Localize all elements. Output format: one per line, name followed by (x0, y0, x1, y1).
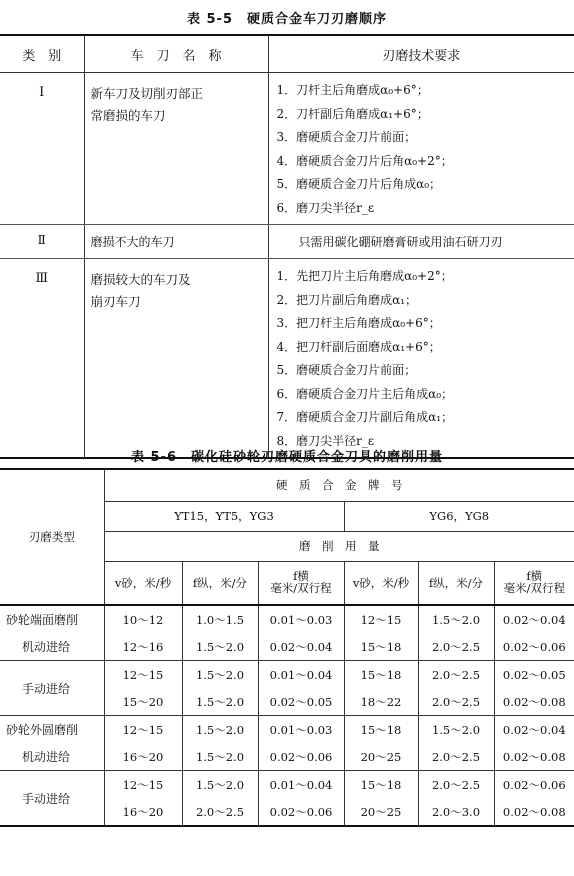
value-cell: 12～15 (344, 605, 418, 633)
feed-type-label: 机动进给 (0, 743, 104, 771)
value-cell: 2.0～2.5 (418, 633, 494, 661)
value-cell: 16～20 (104, 743, 182, 771)
step-item: 5．磨硬质合金刀片前面； (276, 363, 417, 377)
value-cell: 15～20 (104, 688, 182, 716)
group-a-header: YT15，YT5，YG3 (104, 501, 344, 531)
step-item: 8．磨刀尖半径r_ε (276, 433, 375, 448)
table-row (0, 771, 574, 799)
value-cell: 1.5～2.0 (182, 688, 258, 716)
value-cell: 0.02～0.04 (258, 633, 344, 661)
category-cell: Ⅲ (0, 259, 84, 459)
value-cell: 0.02～0.04 (494, 605, 574, 633)
group-b-header: YG6，YG8 (344, 501, 574, 531)
col-fh-top: f横 (526, 569, 543, 584)
table-row (0, 716, 574, 744)
step-item: 5．磨硬质合金刀片后角成α₀； (276, 177, 442, 191)
tool-name-cell: 磨损较大的车刀及崩刃车刀 (84, 259, 268, 459)
value-cell: 15～18 (344, 661, 418, 689)
step-item: 3．磨硬质合金刀片前面； (276, 130, 417, 144)
value-cell: 12～15 (104, 716, 182, 744)
col-fh-header (494, 561, 574, 605)
table-5-5 (0, 34, 574, 459)
value-cell: 2.0～3.0 (418, 798, 494, 826)
value-cell: 1.5～2.0 (182, 661, 258, 689)
step-item: 1．刀杆主后角磨成α₀+6°； (276, 83, 429, 97)
requirements-cell (268, 259, 574, 459)
table-5-6 (0, 468, 574, 827)
col-fz-header: f纵，米/分 (182, 561, 258, 605)
value-cell: 1.5～2.0 (182, 633, 258, 661)
header-requirements: 刃磨技术要求 (268, 35, 574, 73)
feed-type-label: 手动进给 (0, 661, 104, 716)
step-item: 3．把刀杆主后角磨成α₀+6°； (276, 316, 441, 330)
value-cell: 0.02～0.08 (494, 688, 574, 716)
value-cell: 15～18 (344, 716, 418, 744)
step-item: 7．磨硬质合金刀片副后角成α₁； (276, 410, 454, 424)
value-cell: 20～25 (344, 798, 418, 826)
header-category: 类 别 (0, 35, 84, 73)
table-5-6-caption: 表 5-6 碳化硅砂轮刃磨硬质合金刀具的磨削用量 (130, 450, 443, 465)
value-cell: 2.0～2.5 (418, 661, 494, 689)
category-cell: Ⅰ (0, 73, 84, 225)
requirements-cell (268, 73, 574, 225)
col-v-header: v砂，米/秒 (344, 561, 418, 605)
step-item: 4．磨硬质合金刀片后角α₀+2°； (276, 153, 453, 168)
col-v-header: v砂，米/秒 (104, 561, 182, 605)
value-cell: 1.5～2.0 (182, 716, 258, 744)
step-item: 1．先把刀片主后角磨成α₀+2°； (276, 269, 453, 283)
table-row (0, 73, 574, 225)
table-row (0, 661, 574, 689)
col-fz-header: f纵，米/分 (418, 561, 494, 605)
step-item: 6．磨刀尖半径r_ε (276, 200, 375, 215)
steps-list (269, 259, 574, 457)
value-cell: 2.0～2.5 (182, 798, 258, 826)
value-cell: 1.0～1.5 (182, 605, 258, 633)
requirements-cell: 只需用碳化硼研磨膏研或用油石研刀刃 (268, 225, 574, 259)
value-cell: 2.0～2.5 (418, 771, 494, 799)
col-fh-bottom: 毫米/双行程 (503, 581, 565, 596)
tool-name-cell: 磨损不大的车刀 (84, 225, 268, 259)
value-cell: 12～15 (104, 771, 182, 799)
feed-type-label: 手动进给 (22, 791, 71, 806)
value-cell: 0.02～0.08 (494, 743, 574, 771)
table-row (0, 259, 574, 459)
tool-name-cell: 新车刀及切削刃部正常磨损的车刀 (84, 73, 268, 225)
category-cell: Ⅱ (0, 225, 84, 259)
table-row (0, 743, 574, 771)
value-cell: 0.01～0.04 (258, 661, 344, 689)
step-item: 4．把刀杆副后面磨成α₁+6°； (276, 339, 441, 354)
value-cell: 12～16 (104, 633, 182, 661)
value-cell: 1.5～2.0 (182, 771, 258, 799)
value-cell: 20～25 (344, 743, 418, 771)
value-cell: 16～20 (104, 798, 182, 826)
value-cell: 0.02～0.06 (258, 743, 344, 771)
col-fh-bottom: 毫米/双行程 (270, 581, 332, 596)
header-tool-name: 车 刀 名 称 (84, 35, 268, 73)
value-cell: 1.5～2.0 (418, 605, 494, 633)
value-cell: 0.02～0.08 (494, 798, 574, 826)
table-row (0, 225, 574, 259)
table-5-5-caption: 表 5-5 硬质合金车刀刃磨顺序 (186, 12, 387, 27)
feed-type-label: 机动进给 (0, 633, 104, 661)
value-cell: 0.02～0.06 (258, 798, 344, 826)
value-cell: 15～18 (344, 633, 418, 661)
step-item: 2．刀杆副后角磨成α₁+6°； (276, 106, 429, 121)
value-cell: 0.02～0.05 (494, 661, 574, 689)
brand-header: 硬 质 合 金 牌 号 (104, 469, 574, 501)
value-cell: 0.01～0.03 (258, 716, 344, 744)
value-cell: 0.02～0.06 (494, 771, 574, 799)
col-fh-top: f横 (293, 569, 309, 584)
step-item: 6．磨硬质合金刀片主后角成α₀； (276, 386, 454, 401)
value-cell: 2.0～2.5 (418, 688, 494, 716)
value-cell: 0.02～0.06 (494, 633, 574, 661)
value-cell: 18～22 (344, 688, 418, 716)
value-cell: 12～15 (104, 661, 182, 689)
steps-list (269, 73, 574, 224)
value-cell: 0.02～0.04 (494, 716, 574, 744)
usage-header: 磨 削 用 量 (104, 531, 574, 561)
value-cell: 0.01～0.03 (258, 605, 344, 633)
grinding-type-label: 砂轮端面磨削 (6, 613, 79, 627)
table-5-5-header-row (0, 35, 574, 73)
value-cell: 10～12 (104, 605, 182, 633)
value-cell: 2.0～2.5 (418, 743, 494, 771)
table-row (0, 605, 574, 633)
value-cell: 0.02～0.05 (258, 688, 344, 716)
value-cell: 1.5～2.0 (182, 743, 258, 771)
col-fh-header (258, 561, 344, 605)
value-cell: 15～18 (344, 771, 418, 799)
grinding-type-label: 砂轮外圆磨削 (6, 723, 79, 737)
step-item: 2．把刀片副后角磨成α₁； (276, 292, 418, 307)
value-cell: 1.5～2.0 (418, 716, 494, 744)
value-cell: 0.01～0.04 (258, 771, 344, 799)
table-row (0, 633, 574, 661)
grinding-type-header: 刃磨类型 (0, 469, 104, 605)
